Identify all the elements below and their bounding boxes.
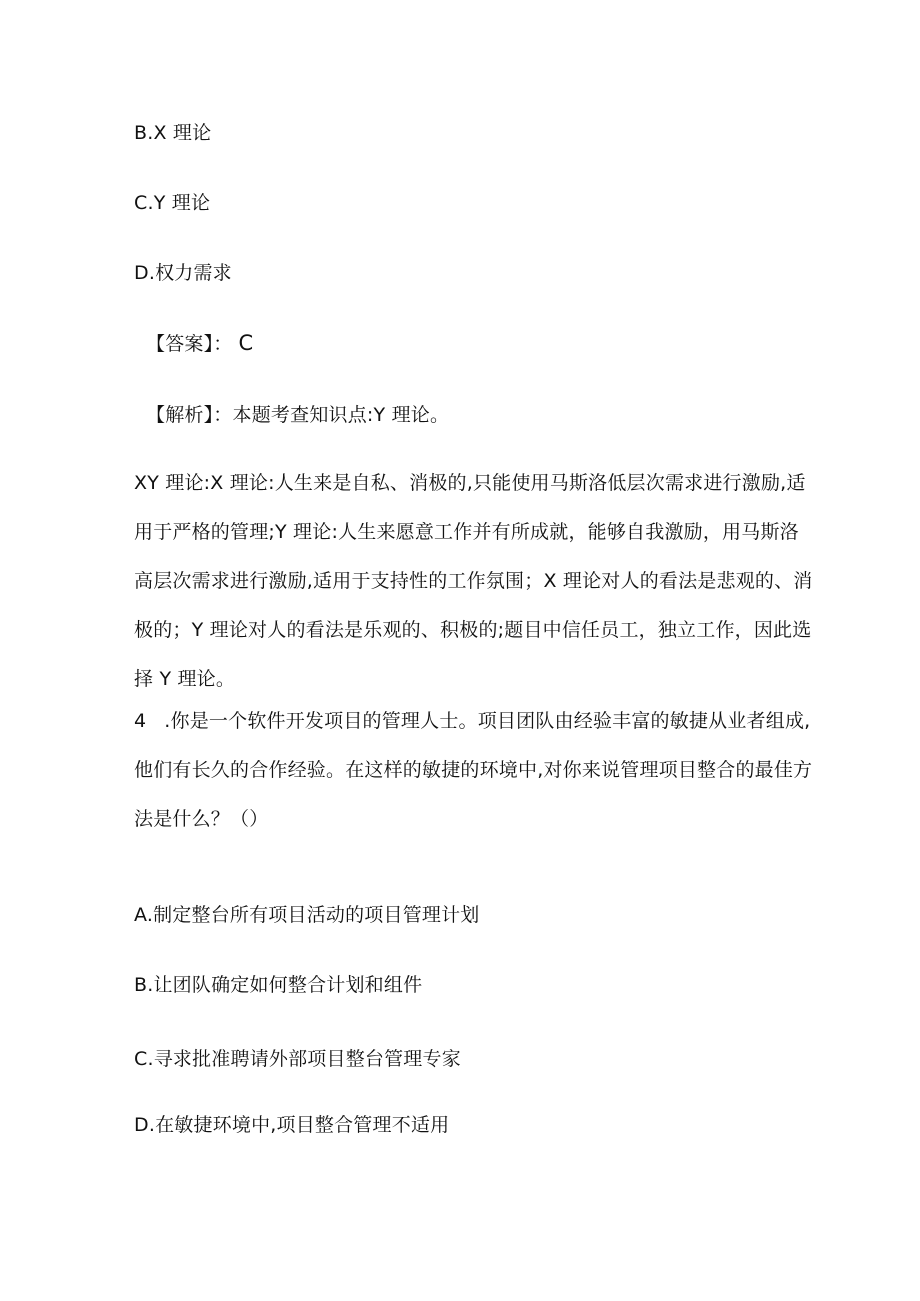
question-stem-line: 他们有长久的合作经验。在这样的敏捷的环境中,对你来说管理项目整合的最佳方	[134, 759, 813, 781]
analysis-body-line: 极的；Y 理论对人的看法是乐观的、积极的;题目中信任员工，独立工作，因此选	[134, 619, 812, 641]
option-b: B.让团队确定如何整合计划和组件	[134, 974, 423, 996]
analysis-intro: 本题考查知识点:Y 理论。	[232, 404, 450, 426]
analysis-body-line: 用于严格的管理;Y 理论:人生来愿意工作并有所成就，能够自我激励，用马斯洛	[134, 521, 799, 543]
question-stem-text: .你是一个软件开发项目的管理人士。项目团队由经验丰富的敏捷从业者组成,	[164, 710, 811, 732]
question-stem-line: 法是什么？（）	[134, 808, 269, 830]
option-c: C.寻求批准聘请外部项目整台管理专家	[134, 1048, 461, 1070]
analysis-body-line: XY 理论:X 理论:人生来是自私、消极的,只能使用马斯洛低层次需求进行激励,适	[134, 472, 806, 494]
answer-line	[146, 331, 253, 356]
option-d-prev: D.权力需求	[134, 262, 232, 284]
analysis-line	[146, 403, 449, 427]
option-a: A.制定整台所有项目活动的项目管理计划	[134, 904, 480, 926]
analysis-body-line: 高层次需求进行激励,适用于支持性的工作氛围；X 理论对人的看法是悲观的、消	[134, 570, 813, 592]
option-c-prev: C.Y 理论	[134, 192, 211, 214]
analysis-body	[134, 459, 813, 704]
option-b-prev: B.X 理论	[134, 122, 212, 144]
question-stem-line	[134, 697, 811, 746]
answer-label: 【答案】：	[146, 333, 233, 355]
analysis-label: 【解析】：	[146, 404, 233, 426]
option-d: D.在敏捷环境中,项目整合管理不适用	[134, 1114, 450, 1136]
question-stem	[134, 697, 813, 844]
analysis-body-line: 择 Y 理论。	[134, 668, 236, 690]
answer-value: C	[238, 331, 254, 355]
question-number: 4	[134, 710, 147, 732]
